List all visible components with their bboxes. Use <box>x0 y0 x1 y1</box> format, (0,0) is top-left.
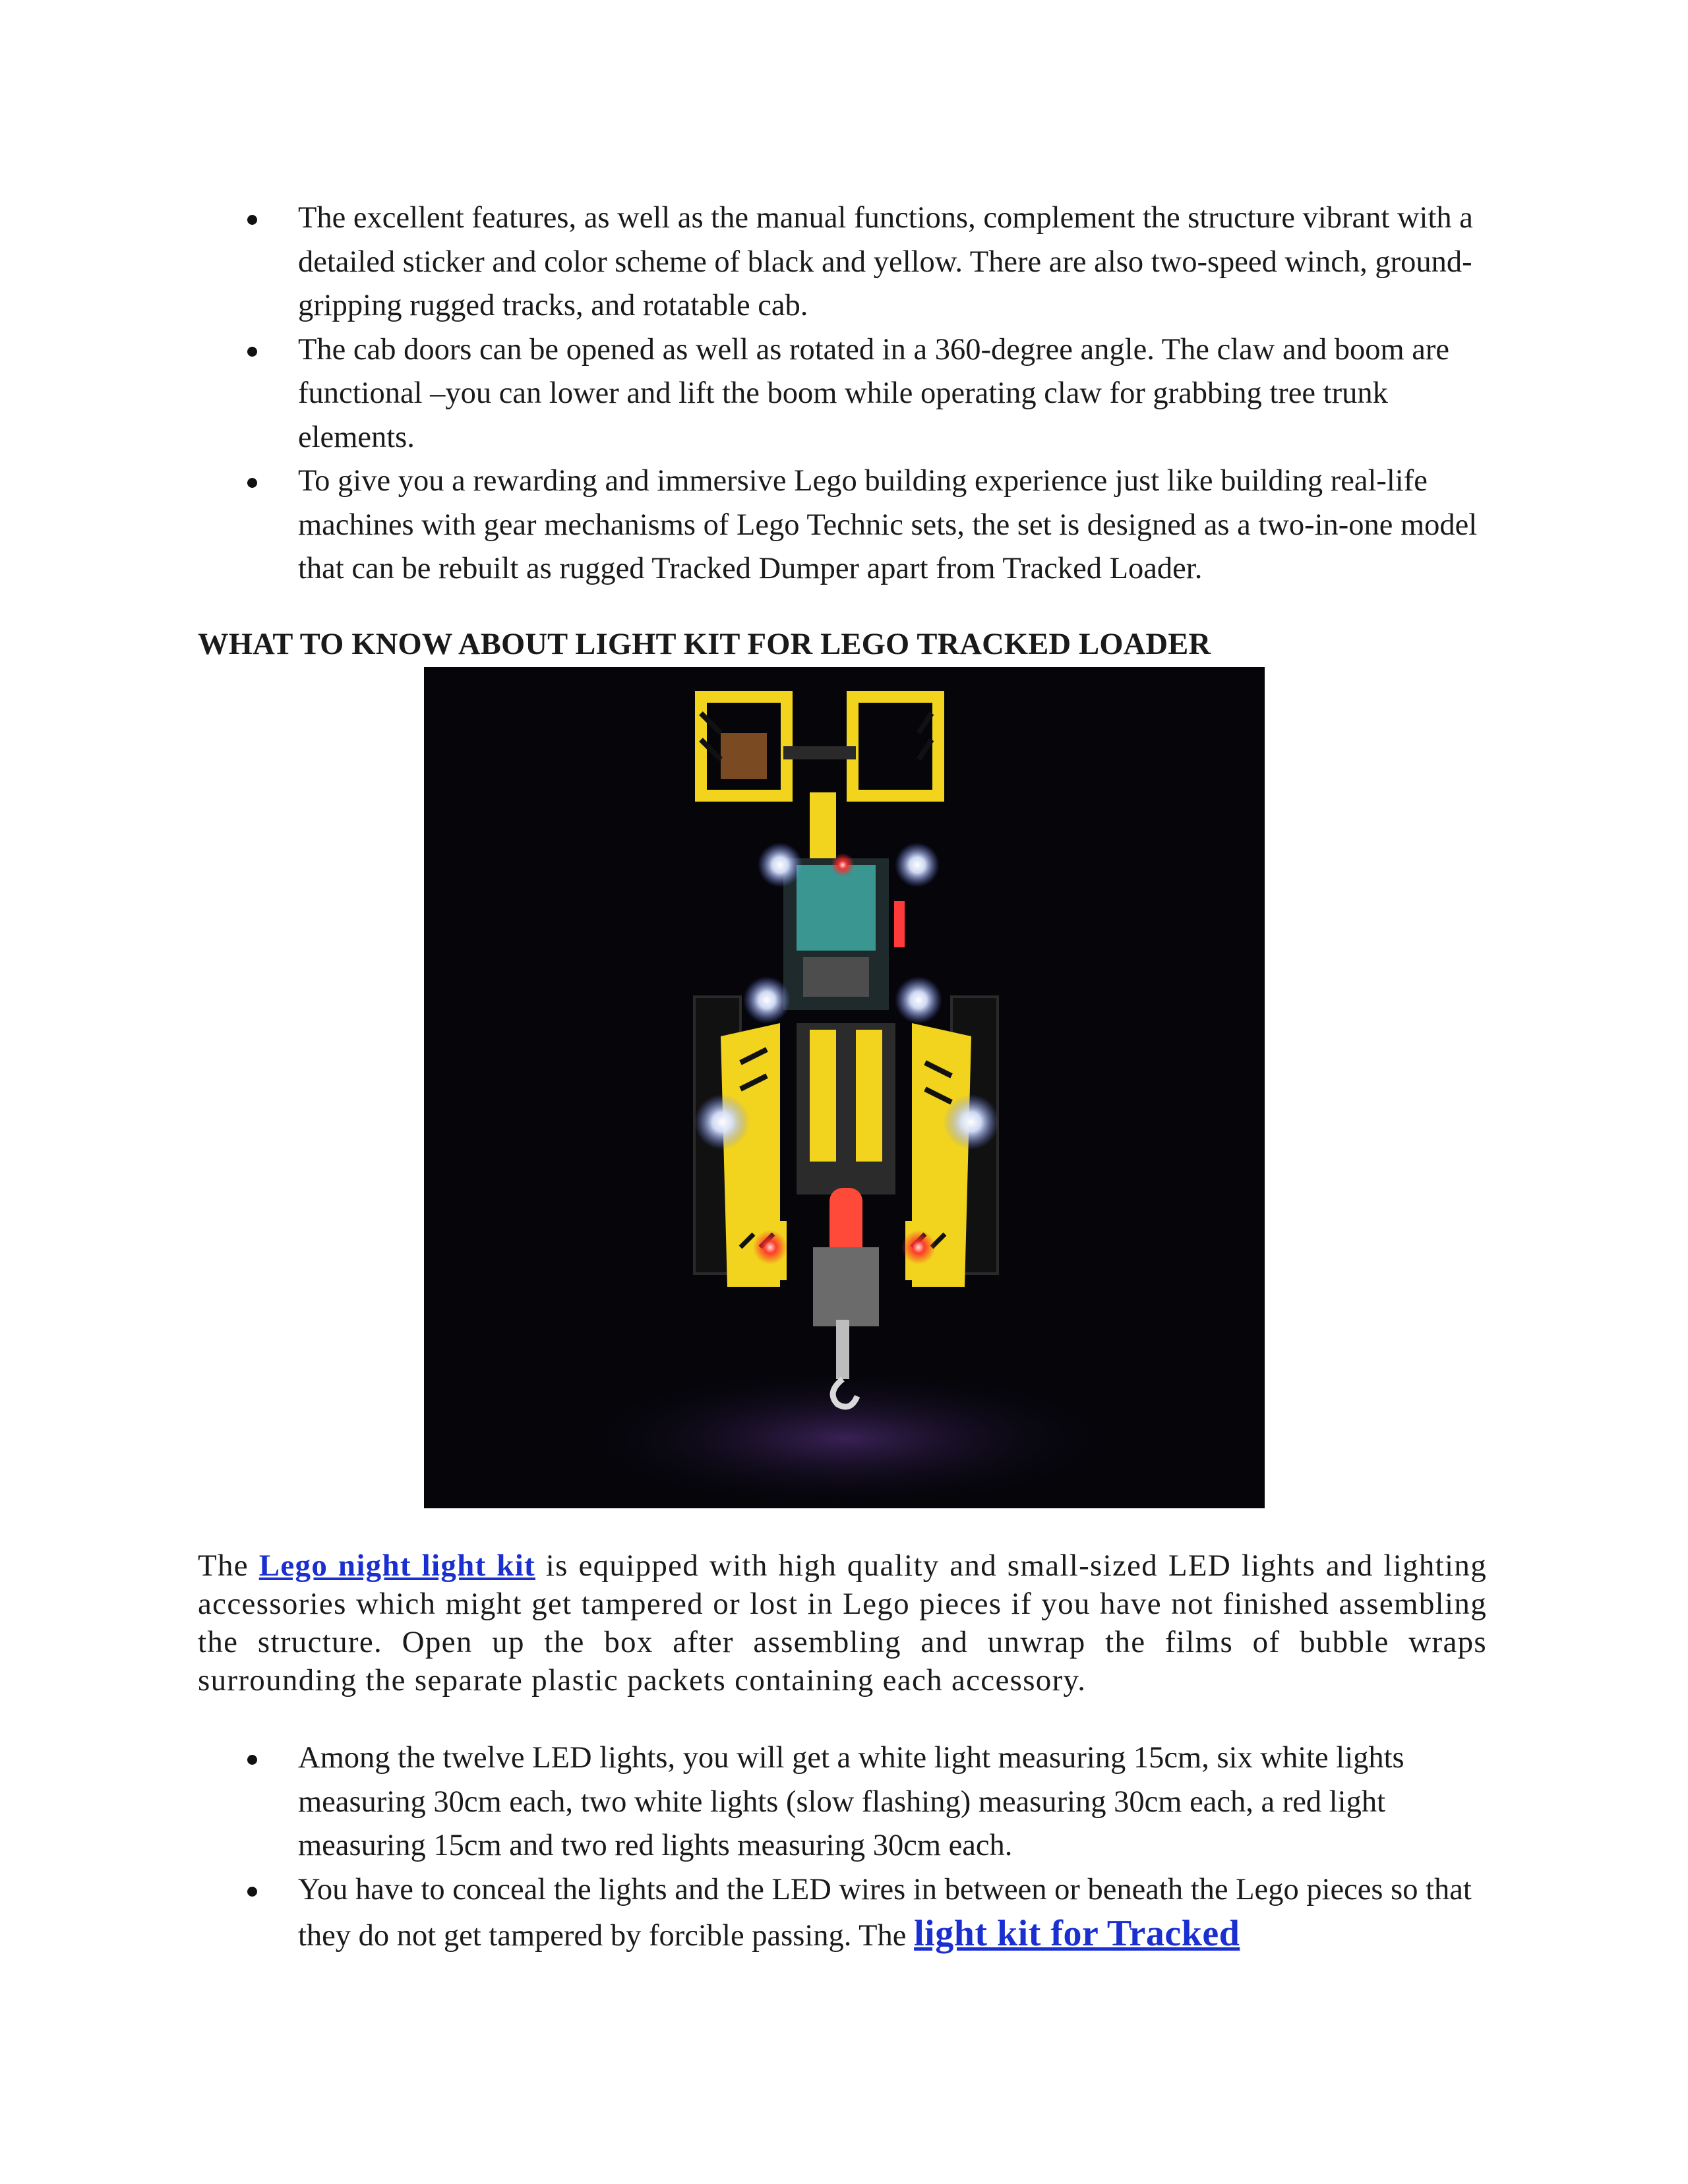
feature-bullet-list <box>198 196 1490 591</box>
loader-body <box>721 1023 971 1326</box>
section-heading: WHAT TO KNOW ABOUT LIGHT KIT FOR LEGO TRACKED LOADER <box>198 628 1211 661</box>
intro-paragraph <box>198 1547 1487 1699</box>
tracked-loader-illustration <box>424 667 1265 1508</box>
list-item-text: You have to conceal the lights and the LED wires in between or beneath the Lego pieces so that they do not get tampered by forcible passing. The <box>298 1872 1472 1953</box>
list-item: The cab doors can be opened as well as rotated in a 360-degree angle. The claw and boom are functional –you can lower and lift the boom while operating claw for grabbing tree trunk elements. <box>198 328 1490 460</box>
intro-prefix: The <box>198 1549 249 1583</box>
list-item: The excellent features, as well as the manual functions, complement the structure vibrant with a detailed sticker and color scheme of black and yellow. There are also two-speed winch, ground-gripping rugged tracks, and rotatable cab. <box>198 196 1490 328</box>
loader-cab <box>783 858 905 1010</box>
tracked-loader-photo <box>424 667 1265 1508</box>
intro-text: is equipped with high quality and small-sized LED lights and lighting accessories which might get tampered or lost in Lego pieces if you have not finished assembling the structure. Open up the box after assembling and unwrap the films of bubble wraps surrounding the separate plastic packets containing each accessory. <box>198 1549 1487 1697</box>
led-bullet-list <box>198 1736 1490 1959</box>
light-kit-for-tracked-link[interactable]: light kit for Tracked <box>914 1913 1240 1954</box>
lego-night-light-kit-link[interactable]: Lego night light kit <box>258 1549 536 1583</box>
list-item: Among the twelve LED lights, you will get a white light measuring 15cm, six white lights measuring 30cm each, two white lights (slow flashing) measuring 30cm each, a red light measuring 15cm and two red lights measuring 30cm each. <box>198 1736 1490 1868</box>
list-item: To give you a rewarding and immersive Lego building experience just like building real-life machines with gear mechanisms of Lego Technic sets, the set is designed as a two-in-one model that can be rebuilt as rugged Tracked Dumper apart from Tracked Loader. <box>198 459 1490 591</box>
list-item <box>198 1868 1490 1959</box>
